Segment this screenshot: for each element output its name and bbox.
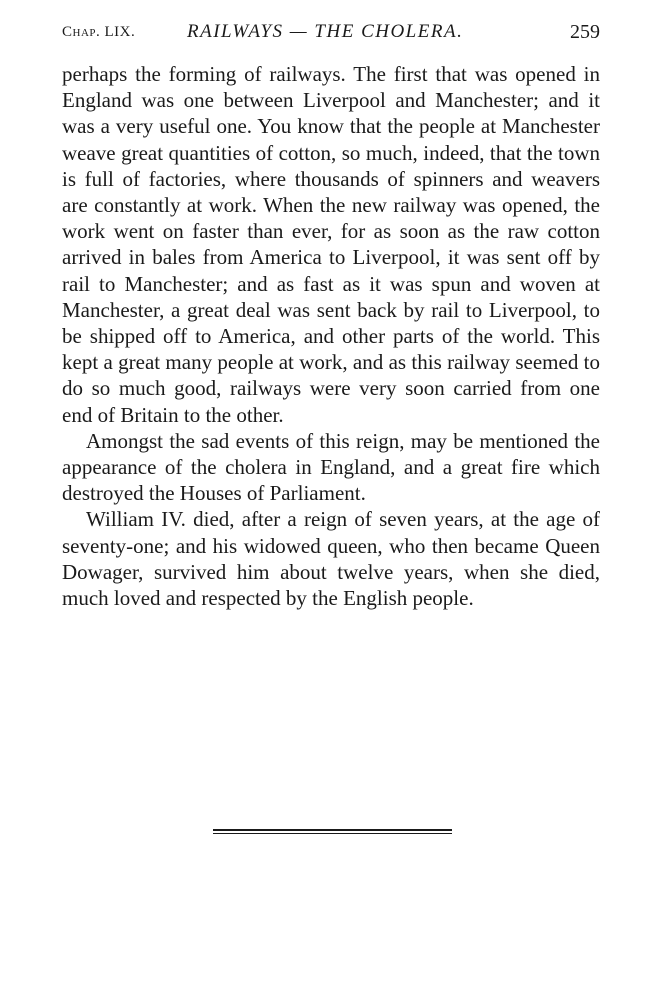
- rule-thin-line: [213, 833, 452, 834]
- page-number: 259: [570, 21, 600, 43]
- end-of-chapter-rule: [213, 829, 452, 834]
- paragraph: William IV. died, after a reign of seven years, at the age of seventy-one; and his widowed queen, who then became Queen Dowager, survived him about twelve years, when she died, much loved and respected by the English people.: [62, 507, 600, 611]
- body-text: [62, 61, 600, 611]
- chapter-label: Chap. LIX.: [62, 24, 136, 40]
- rule-thick-line: [213, 829, 452, 831]
- paragraph-continued: perhaps the forming of railways. The first that was opened in England was one between Liverpool and Manchester; and it was a very useful one. You know that the people at Manchester weave great quantities of cotton, so much, indeed, that the town is full of factories, where thousands of spinners and weavers are constantly at work. When the new railway was opened, the work went on faster than ever, for as soon as the raw cotton arrived in bales from America to Liverpool, it was sent off by rail to Manchester; and as fast as it was spun and woven at Manchester, a great deal was sent back by rail to Liverpool, to be shipped off to America, and other parts of the world. This kept a great many people at work, and as this railway seemed to do so much good, railways were very soon carried from one end of Britain to the other.: [62, 62, 600, 427]
- running-title: RAILWAYS — THE CHOLERA.: [187, 21, 464, 42]
- running-head: [62, 20, 600, 46]
- paragraph: Amongst the sad events of this reign, may be mentioned the appearance of the cholera in England, and a great fire which destroyed the Houses of Parliament.: [62, 428, 600, 506]
